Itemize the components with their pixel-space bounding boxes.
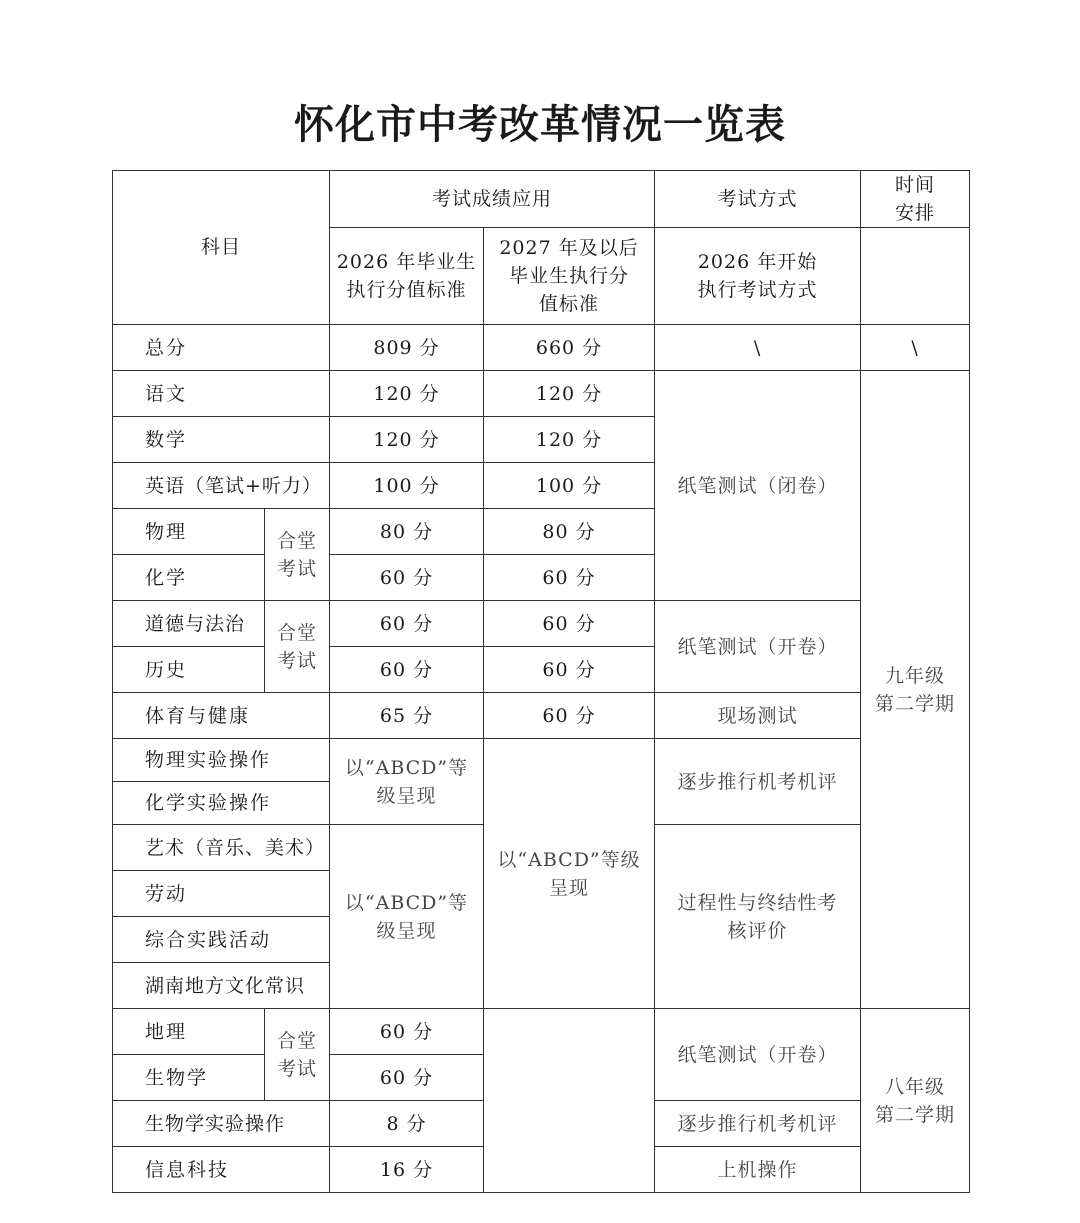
reform-table [112,170,970,1193]
subject-physics-lab: 物理实验操作 [113,739,330,782]
subject-morality: 道德与法治 [113,601,265,647]
method-closed-book: 纸笔测试（闭卷） [655,371,861,601]
header-timing: 时间 安排 [861,171,970,228]
score-2027-cell: 660 分 [484,325,655,371]
method-computer-grading: 逐步推行机考机评 [655,1101,861,1147]
header-method-2026: 2026 年开始 执行考试方式 [655,228,861,325]
table-row [113,739,970,782]
method-onsite: 现场测试 [655,693,861,739]
timing-grade8: 八年级 第二学期 [861,1009,970,1193]
score-2026-cell: 60 分 [330,555,484,601]
method-computer-grading: 逐步推行机考机评 [655,739,861,825]
header-score-2026: 2026 年毕业生 执行分值标准 [330,228,484,325]
grade-merged-2027: 以“ABCD”等级 呈现 [484,739,655,1009]
score-2026-cell: 60 分 [330,1055,484,1101]
subject-labor: 劳动 [113,871,330,917]
page-title: 怀化市中考改革情况一览表 [294,101,786,148]
subject-practice: 综合实践活动 [113,917,330,963]
method-process-evaluation: 过程性与终结性考 核评价 [655,825,861,1009]
method-cell: \ [655,325,861,371]
subject-pe: 体育与健康 [113,693,330,739]
score-2027-cell: 80 分 [484,509,655,555]
combined-exam-label: 合堂 考试 [265,1009,330,1101]
method-computer-operation: 上机操作 [655,1147,861,1193]
score-2026-cell: 8 分 [330,1101,484,1147]
table-row [113,325,970,371]
subject-physics: 物理 [113,509,265,555]
grade-lab-2026: 以“ABCD”等 级呈现 [330,739,484,825]
header-timing-blank [861,228,970,325]
score-2026-cell: 120 分 [330,417,484,463]
subject-biology-lab: 生物学实验操作 [113,1101,330,1147]
subject-english: 英语（笔试+听力） [113,463,330,509]
score-2027-cell: 60 分 [484,647,655,693]
score-2026-cell: 60 分 [330,647,484,693]
subject-biology: 生物学 [113,1055,265,1101]
header-row [113,171,970,228]
combined-exam-label: 合堂 考试 [265,601,330,693]
subject-chemistry: 化学 [113,555,265,601]
score-2027-cell: 100 分 [484,463,655,509]
subject-chinese: 语文 [113,371,330,417]
score-2026-cell: 60 分 [330,601,484,647]
score-2026-cell: 65 分 [330,693,484,739]
score-2027-blank [484,1009,655,1193]
score-2026-cell: 809 分 [330,325,484,371]
score-2027-cell: 60 分 [484,555,655,601]
subject-history: 历史 [113,647,265,693]
subject-it: 信息科技 [113,1147,330,1193]
score-2026-cell: 80 分 [330,509,484,555]
combined-exam-label: 合堂 考试 [265,509,330,601]
score-2026-cell: 100 分 [330,463,484,509]
score-2027-cell: 120 分 [484,371,655,417]
subject-hunan-culture: 湖南地方文化常识 [113,963,330,1009]
subject-art: 艺术（音乐、美术） [113,825,330,871]
subject-chemistry-lab: 化学实验操作 [113,782,330,825]
header-exam-method: 考试方式 [655,171,861,228]
subject-geography: 地理 [113,1009,265,1055]
timing-cell: \ [861,325,970,371]
score-2026-cell: 16 分 [330,1147,484,1193]
table-row [113,601,970,647]
score-2027-cell: 60 分 [484,693,655,739]
table-row [113,1009,970,1055]
header-score-application: 考试成绩应用 [330,171,655,228]
score-2027-cell: 120 分 [484,417,655,463]
score-2027-cell: 60 分 [484,601,655,647]
subject-math: 数学 [113,417,330,463]
timing-grade9: 九年级 第二学期 [861,371,970,1009]
header-subject: 科目 [113,171,330,325]
grade-art-2026: 以“ABCD”等 级呈现 [330,825,484,1009]
score-2026-cell: 120 分 [330,371,484,417]
method-open-book: 纸笔测试（开卷） [655,1009,861,1101]
header-score-2027: 2027 年及以后 毕业生执行分 值标准 [484,228,655,325]
table-row [113,693,970,739]
table-row [113,371,970,417]
method-open-book: 纸笔测试（开卷） [655,601,861,693]
score-2026-cell: 60 分 [330,1009,484,1055]
subject-total: 总分 [113,325,330,371]
